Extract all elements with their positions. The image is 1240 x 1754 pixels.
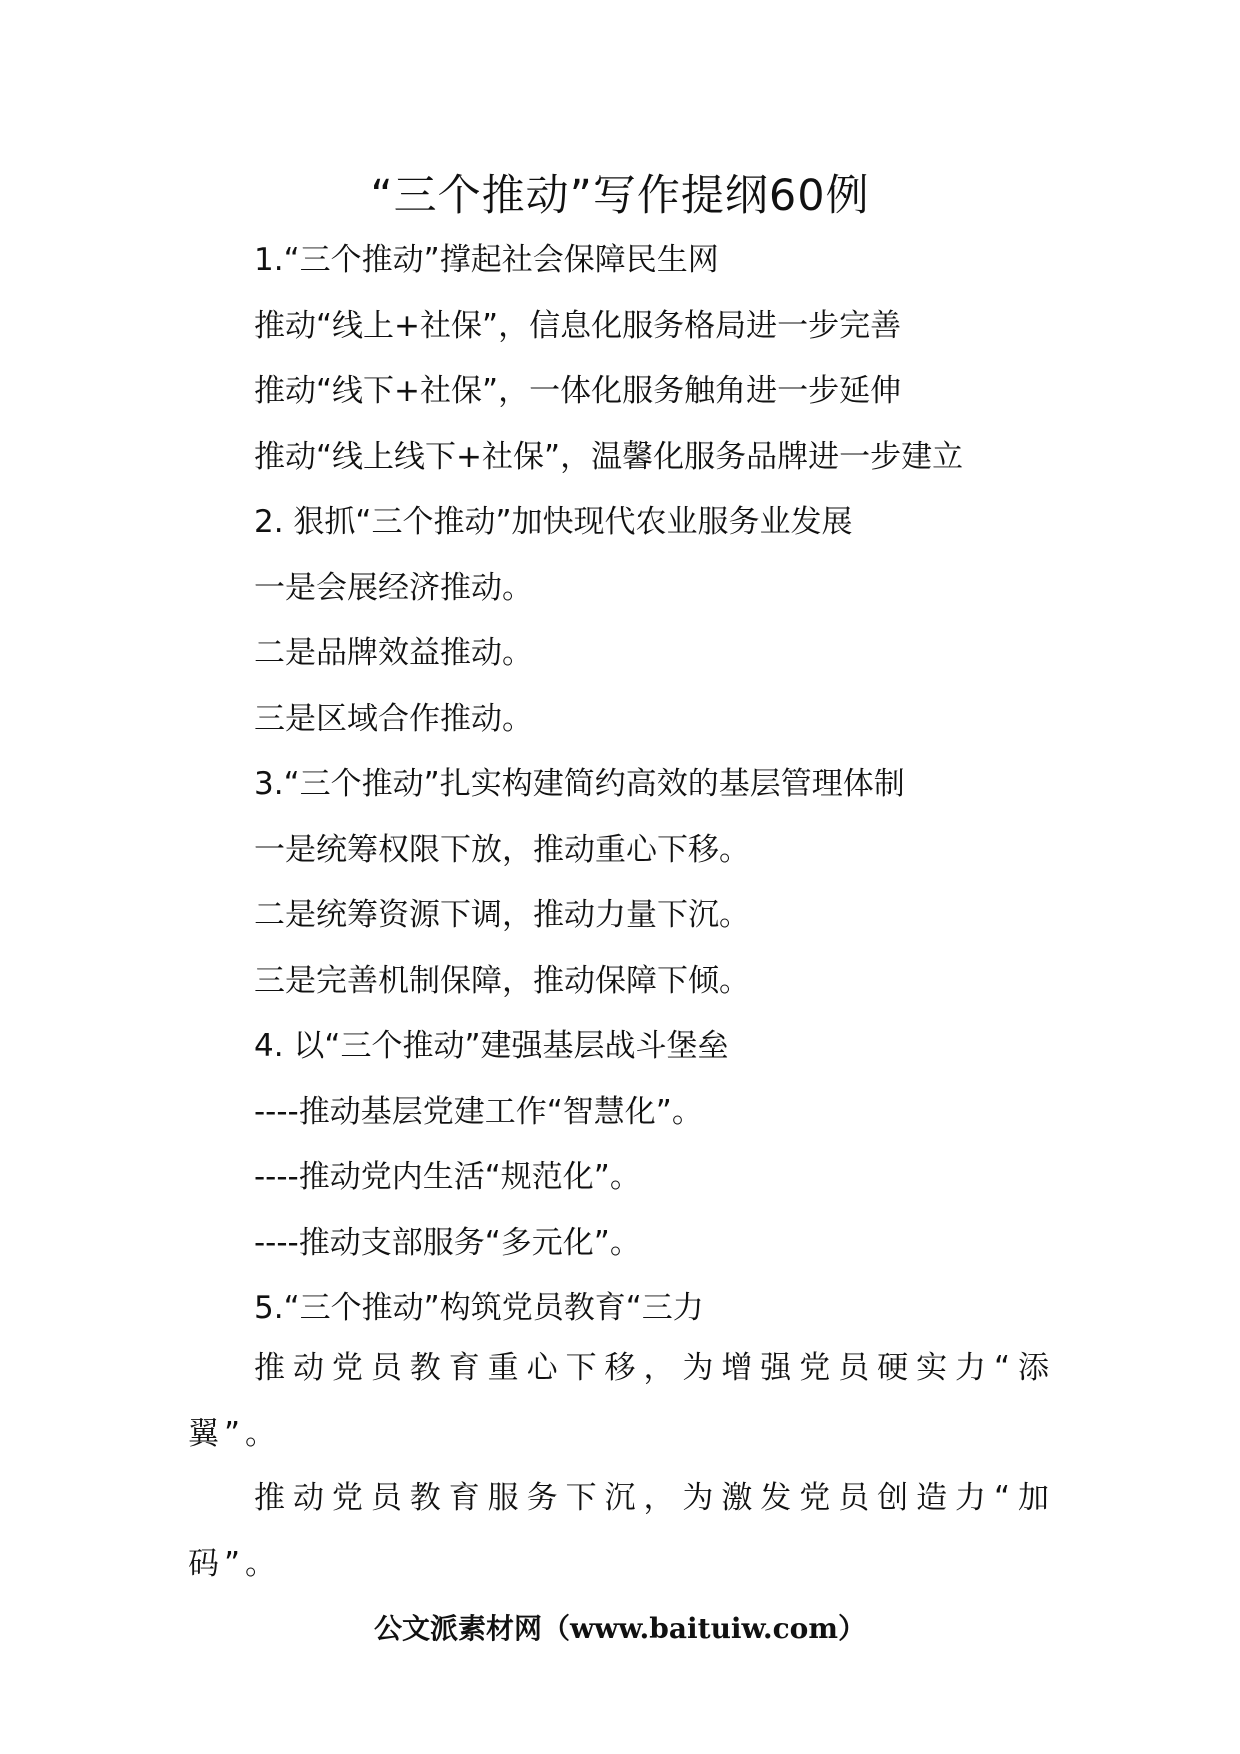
outline-lines	[254, 228, 1064, 1342]
section-heading-5: 5.“三个推动”构筑党员教育“三力	[254, 1290, 704, 1326]
section-heading-4: 4. 以“三个推动”建强基层战斗堡垒	[254, 1028, 729, 1064]
section-heading-1: 1.“三个推动”撑起社会保障民生网	[254, 242, 719, 278]
section-heading-3: 3.“三个推动”扎实构建简约高效的基层管理体制	[254, 766, 905, 802]
outline-item: 推动“线上线下+社保”，温馨化服务品牌进一步建立	[254, 438, 964, 475]
outline-item: ----推动支部服务“多元化”。	[254, 1224, 641, 1261]
outline-item: 一是统筹权限下放，推动重心下移。	[254, 831, 750, 868]
outline-item: 一是会展经济推动。	[254, 569, 533, 606]
outline-item: 三是完善机制保障，推动保障下倾。	[254, 962, 750, 999]
outline-item: 推动“线下+社保”，一体化服务触角进一步延伸	[254, 373, 902, 409]
section-heading-2: 2. 狠抓“三个推动”加快现代农业服务业发展	[254, 504, 853, 540]
outline-item: 二是品牌效益推动。	[254, 635, 533, 671]
body-paragraph: 推动党员教育重心下移，为增强党员硬实力“添翼”。	[188, 1350, 1054, 1452]
outline-item: ----推动基层党建工作“智慧化”。	[254, 1093, 703, 1130]
body-paragraph: 推动党员教育服务下沉，为激发党员创造力“加码”。	[188, 1480, 1054, 1582]
outline-item: 推动“线上+社保”，信息化服务格局进一步完善	[254, 307, 902, 344]
document-title: “三个推动”写作提纲60例	[370, 171, 870, 221]
outline-item: 二是统筹资源下调，推动力量下沉。	[254, 897, 750, 933]
source-footer: 公文派素材网（www.baituiw.com）	[374, 1612, 866, 1645]
outline-item: 三是区域合作推动。	[254, 700, 533, 737]
outline-item: ----推动党内生活“规范化”。	[254, 1159, 641, 1195]
